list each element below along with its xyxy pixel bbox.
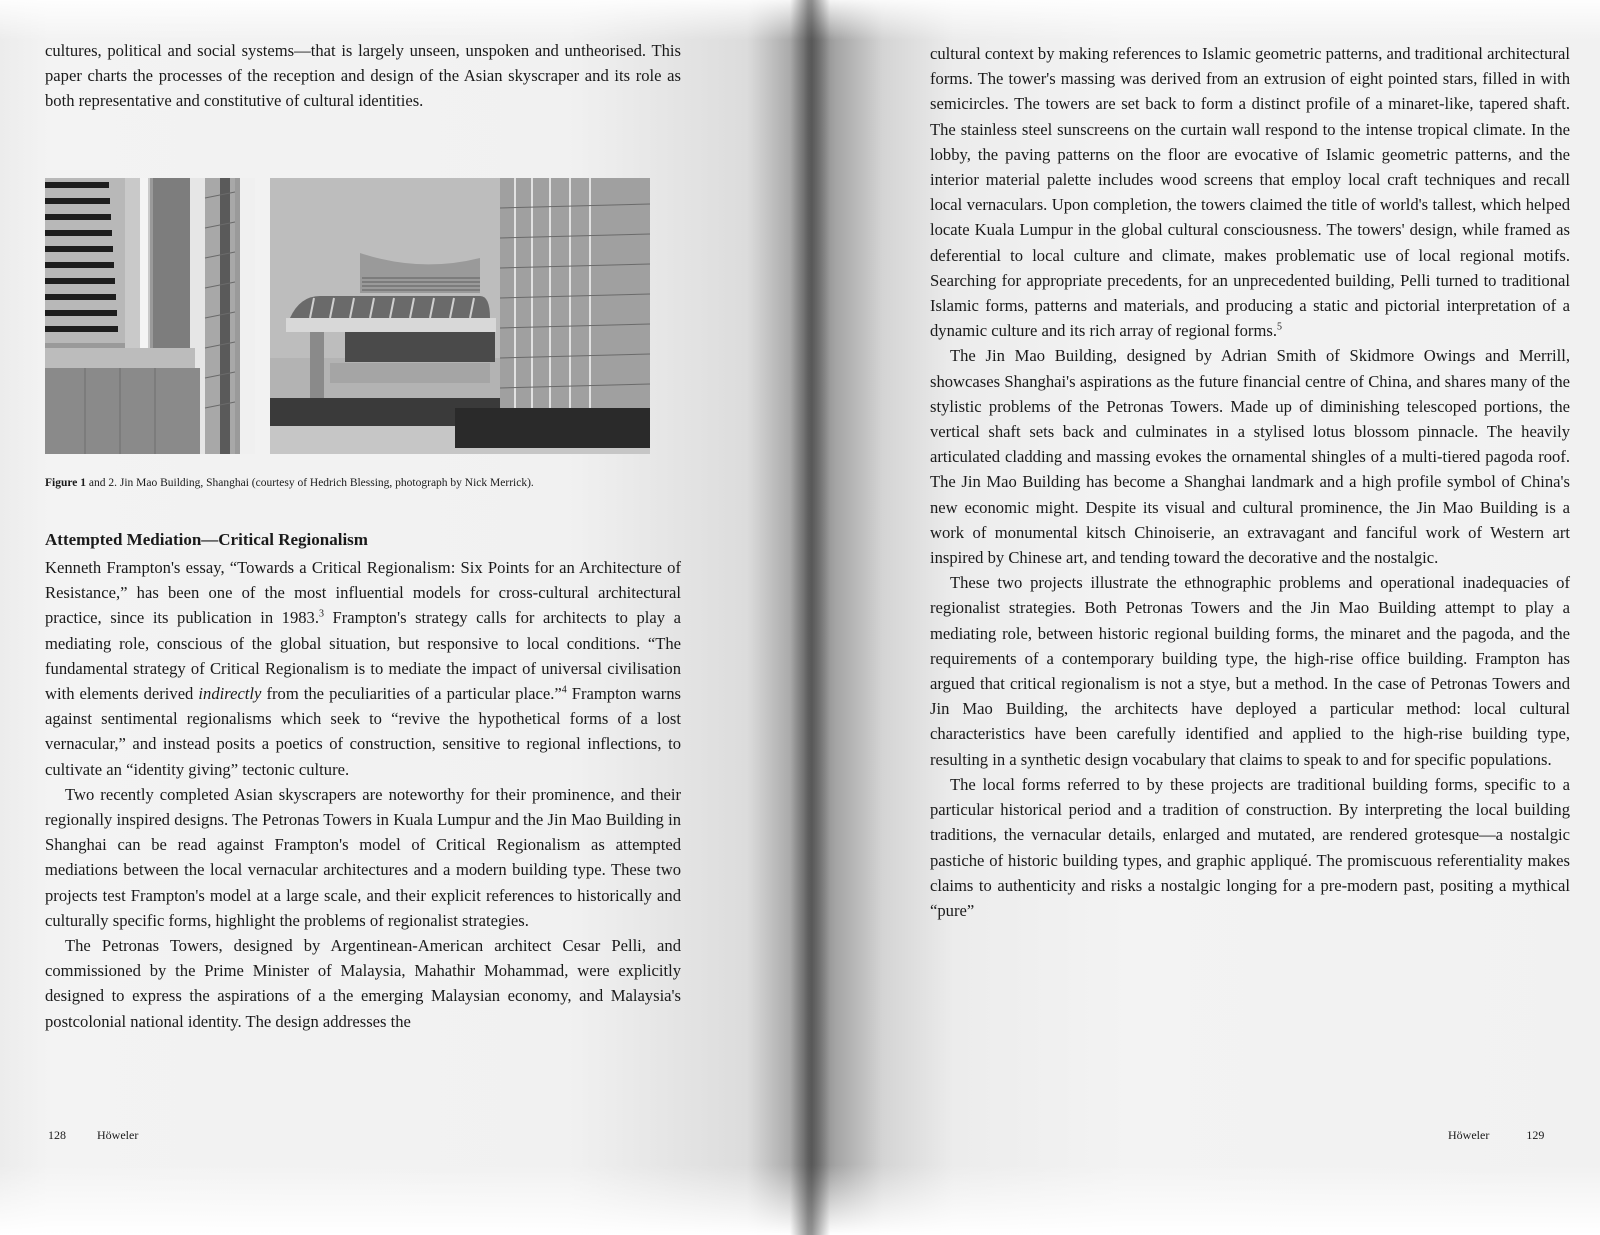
paragraph-petronas: The Petronas Towers, designed by Argentinean-American architect Cesar Pelli, and commissioned by the Prime Minister of Malaysia, Mahathir Mohammad, were explicitly designed to express the aspirations of a the emerging Malaysian economy, and Malaysia's postcolonial national identity. The design addresses the (45, 936, 681, 1031)
paragraph-two-skyscrapers: Two recently completed Asian skyscrapers are noteworthy for their prominence, and their regionally inspired designs. The Petronas Towers in Kuala Lumpur and the Jin Mao Building in Shanghai can be read against Frampton's model of Critical Regionalism as attempted mediations between the local vernacular architectures and a modern building type. These two projects test Frampton's model at a large scale, and their explicit references to historically and culturally specific forms, highlight the problems of regionalist strategies. (45, 784, 681, 930)
paragraph-two-projects: These two projects illustrate the ethnographic problems and operational inadequacies of regionalist strategies. Both Petronas Towers and the Jin Mao Building attempt to play a mediating role, between historic regional building forms, the minaret and the pagoda, and the requirements of a contemporary building type, the high-rise office building. Frampton has argued that critical regionalism is not a stye, but a method. In the case of Petronas Towers and Jin Mao Building, the architects have deployed a particular method: local cultural characteristics have been carefully identified and applied to the high-rise building type, resulting in a synthetic design vocabulary that claims to speak to and for specific populations. (930, 573, 1570, 769)
figure-1-photo (45, 178, 255, 454)
building-entrance-image (270, 178, 650, 454)
book-gutter (790, 0, 830, 1235)
running-author: Höweler (1448, 1128, 1490, 1142)
page-shading (812, 0, 1600, 40)
page-shading (0, 0, 812, 40)
building-facade-image (45, 178, 255, 454)
figure-caption (45, 476, 681, 490)
intro-text: cultures, political and social systems—that is largely unseen, unspoken and untheorised. This paper charts the processes of the reception and design of the Asian skyscraper and its role as both representative and constitutive of cultural identities. (45, 41, 681, 111)
figure-2-photo (270, 178, 650, 454)
page-shading (0, 1165, 812, 1235)
figure-row (45, 178, 650, 454)
paragraph-local-forms: The local forms referred to by these projects are traditional building forms, specific to a particular historical period and a tradition of construction. By interpreting the local building traditions, the vernacular details, enlarged and mutated, are rendered grotesque—a nostalgic pastiche of historic building types, and graphic appliqué. The promiscuous referentiality makes claims to authenticity and risks a nostalgic longing for a pre-modern past, positing a mythical “pure” (930, 774, 1570, 920)
footnote-ref: 3 (319, 608, 325, 620)
right-page (812, 0, 1600, 1235)
paragraph-frampton: Kenneth Frampton's essay, “Towards a Critical Regionalism: Six Points for an Architecture of Resistance,” has been one of the most influential models for cross-cultural architectural practice, since its publication in 1983.$^3$ Frampton's strategy calls for architects to play a mediating role, conscious of the global situation, but responsive to local conditions. “The fundamental strategy of Critical Regionalism is to mediate the impact of universal civilisation with elements derived indirectly from the peculiarities of a particular place.”$^4$ Frampton warns against sentimental regionalisms which seek to “revive the hypothetical forms of a lost vernacular,” and instead posits a poetics of construction, sensitive to regional inflections, to cultivate an “identity giving” tectonic culture. (45, 558, 681, 779)
left-body-text (45, 555, 681, 1034)
paragraph-cultural-context: cultural context by making references to Islamic geometric patterns, and traditional architectural forms. The tower's massing was derived from an extrusion of eight pointed stars, filled in with semicircles. The towers are set back to form a distinct profile of a minaret-like, tapered shaft. The stainless steel sunscreens on the curtain wall respond to the intense tropical climate. In the lobby, the paving patterns on the floor are evocative of Islamic geometric patterns, and the interior material palette includes wood screens that employ local craft techniques and recall local vernaculars. Upon completion, the towers claimed the title of world's tallest, which helped locate Kuala Lumpur in the global cultural consciousness. The towers' design, while framed as deferential to local culture and climate, makes problematic use of local regional motifs. Searching for appropriate precedents, for an unprecedented building, Pelli turned to traditional Islamic forms, patterns and materials, and producing a static and pictorial interpretation of a dynamic culture and its rich array of regional forms.$^5$ (930, 44, 1570, 341)
right-page-footer (1448, 1128, 1544, 1143)
footnote-ref: 4 (561, 684, 567, 696)
running-author: Höweler (97, 1128, 139, 1142)
paragraph-jin-mao: The Jin Mao Building, designed by Adrian Smith of Skidmore Owings and Merrill, showcases Shanghai's aspirations as the future financial centre of China, and shares many of the stylistic problems of the Petronas Towers. Made up of diminishing telescoped portions, the vertical shaft sets back and culminates in a stylised lotus blossom pinnacle. The heavily articulated cladding and massing evokes the ornamental shingles of a multi-tiered pagoda roof. The Jin Mao Building has become a Shanghai landmark and a high profile symbol of China's new economic might. Despite its visual and cultural prominence, the Jin Mao Building is a work of monumental kitsch Chinoiserie, an extravagant and fanciful work of Western art inspired by Chinese art, and tending toward the decorative and the nostalgic. (930, 346, 1570, 568)
intro-paragraph (45, 38, 681, 114)
footnote-ref: 5 (1276, 321, 1282, 333)
page-shading (812, 1165, 1600, 1235)
left-page-footer (48, 1128, 138, 1143)
caption-text: and 2. Jin Mao Building, Shanghai (courtesy of Hedrich Blessing, photograph by Nick Merrick). (86, 477, 534, 489)
right-body-text (930, 41, 1570, 923)
page-number: 128 (48, 1128, 66, 1142)
section-heading: Attempted Mediation—Critical Regionalism (45, 530, 368, 549)
caption-label: Figure 1 (45, 477, 86, 489)
page-number: 129 (1526, 1128, 1545, 1142)
